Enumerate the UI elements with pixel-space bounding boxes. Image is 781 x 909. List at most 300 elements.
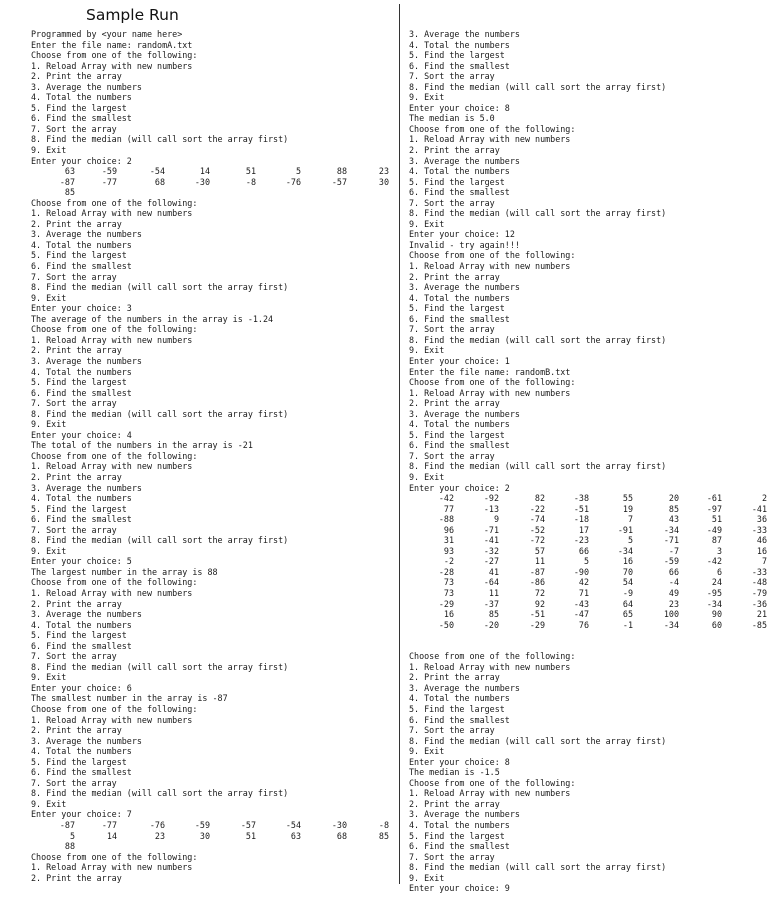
array-value: 92: [534, 598, 545, 609]
array-value: -91: [617, 524, 633, 535]
array-value: -23: [573, 535, 589, 546]
console-line: 7. Sort the array: [409, 725, 495, 736]
console-line: 9. Exit: [31, 145, 67, 156]
console-line: 3. Average the numbers: [31, 609, 142, 620]
array-value: 21: [756, 609, 767, 620]
array-value: 41: [488, 566, 499, 577]
console-line: 1. Reload Array with new numbers: [31, 60, 193, 71]
array-value: 100: [663, 609, 679, 620]
console-line: 8. Find the median (will call sort the array first): [31, 408, 289, 419]
array-value: 73: [443, 587, 454, 598]
array-value: -51: [529, 609, 545, 620]
array-value: -87: [59, 176, 75, 187]
page-title: Sample Run: [86, 6, 179, 24]
console-line: Enter your choice: 2: [409, 482, 510, 493]
console-line: 5. Find the largest: [31, 756, 127, 767]
console-line: Choose from one of the following:: [31, 704, 198, 714]
console-line: Invalid - try again!!!: [409, 239, 520, 250]
console-line: 1. Reload Array with new numbers: [31, 334, 193, 345]
array-value: 77: [443, 503, 454, 514]
console-line: The median is 5.0: [409, 113, 495, 124]
array-value: 19: [622, 503, 633, 514]
array-value: -41: [483, 535, 499, 546]
array-value: 96: [443, 524, 454, 535]
console-line: 1. Reload Array with new numbers: [31, 587, 193, 598]
console-line: The smallest number in the array is -87: [31, 693, 228, 704]
console-line: 1. Reload Array with new numbers: [409, 261, 571, 272]
console-line: Choose from one of the following:: [31, 324, 198, 335]
console-line: Enter your choice: 1: [409, 355, 510, 366]
console-line: 3. Average the numbers: [31, 735, 142, 746]
console-line: 6. Find the smallest: [31, 514, 132, 525]
array-value: 5: [627, 535, 633, 546]
array-value: -59: [194, 820, 210, 831]
console-line: 2. Print the array: [31, 725, 122, 736]
array-value: -20: [483, 619, 499, 630]
console-line: 2. Print the array: [31, 471, 122, 482]
array-value: -34: [617, 545, 633, 556]
console-line: 5. Find the largest: [409, 50, 505, 61]
array-row: [409, 556, 775, 567]
console-line: Choose from one of the following:: [409, 123, 576, 134]
console-line: Programmed by <your name here>: [31, 29, 183, 39]
array-value: -9: [622, 587, 633, 598]
console-line: Enter your choice: 8: [409, 102, 510, 113]
console-line: 5. Find the largest: [409, 830, 505, 841]
array-value: -77: [101, 176, 117, 187]
console-line: 5. Find the largest: [31, 503, 127, 514]
console-line: 5. Find the largest: [409, 704, 505, 714]
console-line: 4. Total the numbers: [31, 619, 132, 630]
console-line: [409, 641, 775, 652]
array-value: 85: [668, 503, 679, 514]
console-line: 1. Reload Array with new numbers: [409, 788, 571, 799]
array-value: 5: [69, 830, 75, 841]
array-value: -59: [101, 166, 117, 177]
array-value: 76: [578, 619, 589, 630]
array-value: -33: [751, 524, 767, 535]
array-value: 85: [378, 830, 389, 841]
console-line: 4. Total the numbers: [409, 820, 510, 831]
console-line: 6. Find the smallest: [409, 60, 510, 71]
array-value: 85: [64, 187, 75, 198]
console-line: 3. Average the numbers: [409, 809, 520, 820]
array-value: -36: [751, 598, 767, 609]
console-line: Choose from one of the following:: [409, 250, 576, 261]
console-line: 9. Exit: [31, 798, 67, 809]
array-row: [409, 514, 775, 525]
array-value: -86: [529, 577, 545, 588]
array-value: 70: [622, 566, 633, 577]
console-line: 6. Find the smallest: [409, 714, 510, 725]
array-value: 5: [583, 556, 589, 567]
console-output-right: [409, 29, 775, 894]
console-line: 7. Sort the array: [31, 777, 117, 788]
array-value: -50: [438, 619, 454, 630]
array-value: -49: [706, 524, 722, 535]
array-value: -22: [529, 503, 545, 514]
console-line: Enter the file name: randomB.txt: [409, 366, 571, 377]
array-value: 65: [622, 609, 633, 620]
array-value: 51: [245, 166, 256, 177]
array-value: 7: [761, 556, 767, 567]
console-line: Choose from one of the following:: [409, 651, 576, 662]
array-value: -34: [706, 598, 722, 609]
console-line: The total of the numbers in the array is -21: [31, 440, 253, 451]
console-line: 3. Average the numbers: [31, 482, 142, 493]
console-line: 3. Average the numbers: [409, 282, 520, 293]
console-line: Enter your choice: 4: [31, 429, 132, 440]
array-value: -71: [663, 535, 679, 546]
console-line: 9. Exit: [31, 292, 67, 303]
array-value: -54: [285, 820, 301, 831]
array-value: 6: [716, 566, 722, 577]
array-value: 68: [336, 830, 347, 841]
console-line: Enter your choice: 6: [31, 682, 132, 693]
console-line: 1. Reload Array with new numbers: [409, 387, 571, 398]
array-value: 24: [711, 577, 722, 588]
console-line: 2. Print the array: [409, 672, 500, 683]
array-value: 16: [622, 556, 633, 567]
array-row: [31, 841, 393, 852]
array-value: -72: [529, 535, 545, 546]
console-line: Choose from one of the following:: [31, 450, 198, 461]
array-value: -47: [573, 609, 589, 620]
console-line: 6. Find the smallest: [409, 440, 510, 451]
array-row: [409, 525, 775, 536]
console-line: 2. Print the array: [31, 71, 122, 82]
console-line: Enter your choice: 12: [409, 229, 515, 240]
array-value: -57: [240, 820, 256, 831]
console-line: 5. Find the largest: [31, 102, 127, 113]
array-value: 54: [622, 577, 633, 588]
console-line: 8. Find the median (will call sort the array first): [409, 334, 667, 345]
array-value: -32: [483, 545, 499, 556]
console-line: 9. Exit: [409, 218, 445, 229]
array-value: -61: [706, 493, 722, 504]
array-value: -97: [706, 503, 722, 514]
console-line: 8. Find the median (will call sort the array first): [31, 134, 289, 145]
array-value: -77: [101, 820, 117, 831]
console-line: 8. Find the median (will call sort the array first): [409, 208, 667, 219]
array-value: -71: [483, 524, 499, 535]
console-line: 8. Find the median (will call sort the array first): [31, 788, 289, 799]
console-line: 7. Sort the array: [31, 524, 117, 535]
array-value: 66: [578, 545, 589, 556]
array-value: 14: [199, 166, 210, 177]
array-row: [409, 620, 775, 631]
array-value: -27: [483, 556, 499, 567]
console-line: 4. Total the numbers: [31, 493, 132, 504]
console-line: Choose from one of the following:: [31, 577, 198, 588]
console-line: 1. Reload Array with new numbers: [409, 661, 571, 672]
array-value: 43: [668, 514, 679, 525]
console-line: 2. Print the array: [31, 345, 122, 356]
console-line: 1. Reload Array with new numbers: [31, 714, 193, 725]
array-value: -48: [751, 577, 767, 588]
array-value: -30: [331, 820, 347, 831]
console-line: Enter your choice: 3: [31, 303, 132, 314]
console-line: Enter your choice: 2: [31, 155, 132, 166]
console-line: Enter your choice: 5: [31, 556, 132, 567]
console-line: 7. Sort the array: [409, 450, 495, 461]
console-line: 8. Find the median (will call sort the array first): [31, 282, 289, 293]
console-line: 9. Exit: [409, 471, 445, 482]
array-value: 36: [756, 514, 767, 525]
console-line: 4. Total the numbers: [31, 92, 132, 103]
console-line: 9. Exit: [409, 872, 445, 883]
array-row: [31, 820, 393, 831]
array-value: 3: [716, 545, 722, 556]
console-line: 4. Total the numbers: [409, 693, 510, 704]
array-value: 63: [64, 166, 75, 177]
console-line: 6. Find the smallest: [31, 261, 132, 272]
array-value: -41: [751, 503, 767, 514]
array-value: 64: [622, 598, 633, 609]
array-value: -1: [622, 619, 633, 630]
console-line: 3. Average the numbers: [31, 355, 142, 366]
array-row: [31, 177, 393, 188]
console-line: Choose from one of the following:: [409, 777, 576, 788]
array-value: -42: [438, 493, 454, 504]
array-value: -18: [573, 514, 589, 525]
array-value: -42: [706, 556, 722, 567]
console-line: 3. Average the numbers: [409, 155, 520, 166]
console-line: 8. Find the median (will call sort the array first): [409, 461, 667, 472]
console-line: The average of the numbers in the array is -1.24: [31, 313, 274, 324]
console-line: 5. Find the largest: [409, 303, 505, 314]
console-line: 5. Find the largest: [31, 630, 127, 641]
array-value: 23: [378, 166, 389, 177]
console-line: 6. Find the smallest: [31, 640, 132, 651]
array-row: [31, 166, 393, 177]
array-row: [409, 546, 775, 557]
console-line: 4. Total the numbers: [409, 419, 510, 430]
console-output-left: [31, 29, 393, 883]
array-value: -79: [751, 587, 767, 598]
console-line: 7. Sort the array: [409, 324, 495, 335]
array-value: -29: [438, 598, 454, 609]
console-line: 2. Print the array: [409, 271, 500, 282]
array-value: -34: [663, 524, 679, 535]
console-line: 4. Total the numbers: [31, 239, 132, 250]
array-row: [31, 831, 393, 842]
console-line: Choose from one of the following:: [31, 197, 198, 208]
console-line: 6. Find the smallest: [31, 767, 132, 778]
console-line: 6. Find the smallest: [31, 387, 132, 398]
console-line: 1. Reload Array with new numbers: [31, 461, 193, 472]
console-line: 4. Total the numbers: [31, 746, 132, 757]
console-line: 8. Find the median (will call sort the array first): [31, 535, 289, 546]
array-value: 42: [578, 577, 589, 588]
console-line: 8. Find the median (will call sort the array first): [409, 735, 667, 746]
console-line: 5. Find the largest: [31, 377, 127, 388]
array-value: -29: [529, 619, 545, 630]
array-value: 31: [443, 535, 454, 546]
console-line: 7. Sort the array: [409, 197, 495, 208]
array-value: 93: [443, 545, 454, 556]
console-line: 7. Sort the array: [31, 651, 117, 662]
console-line: Choose from one of the following:: [31, 50, 198, 61]
console-line: 4. Total the numbers: [409, 292, 510, 303]
array-row: [409, 630, 775, 641]
console-line: 1. Reload Array with new numbers: [409, 134, 571, 145]
console-line: 4. Total the numbers: [409, 39, 510, 50]
array-value: -43: [573, 598, 589, 609]
array-row: [409, 588, 775, 599]
console-line: 2. Print the array: [409, 398, 500, 409]
array-value: 82: [534, 493, 545, 504]
array-value: -90: [573, 566, 589, 577]
array-value: -8: [245, 176, 256, 187]
column-divider: [399, 4, 400, 884]
console-line: 6. Find the smallest: [409, 313, 510, 324]
console-line: 9. Exit: [409, 92, 445, 103]
array-value: -2: [443, 556, 454, 567]
array-value: -52: [529, 524, 545, 535]
console-line: 3. Average the numbers: [31, 229, 142, 240]
array-row: [31, 187, 393, 198]
console-line: 4. Total the numbers: [409, 166, 510, 177]
console-line: 2. Print the array: [409, 798, 500, 809]
console-line: 2. Print the array: [31, 218, 122, 229]
array-value: 23: [668, 598, 679, 609]
console-line: Enter your choice: 8: [409, 756, 510, 767]
array-value: 57: [534, 545, 545, 556]
array-value: 66: [668, 566, 679, 577]
console-line: Enter the file name: randomA.txt: [31, 39, 193, 50]
array-row: [409, 535, 775, 546]
console-line: 4. Total the numbers: [31, 366, 132, 377]
array-value: 23: [154, 830, 165, 841]
array-value: 63: [290, 830, 301, 841]
console-line: Choose from one of the following:: [409, 377, 576, 388]
console-line: The median is -1.5: [409, 767, 500, 778]
array-value: -4: [668, 577, 679, 588]
console-line: Choose from one of the following:: [31, 851, 198, 862]
console-line: 8. Find the median (will call sort the array first): [409, 81, 667, 92]
array-value: -13: [483, 503, 499, 514]
array-value: -28: [438, 566, 454, 577]
array-value: 55: [622, 493, 633, 504]
array-value: 16: [756, 545, 767, 556]
console-line: 3. Average the numbers: [409, 682, 520, 693]
array-value: 20: [668, 493, 679, 504]
array-value: 14: [106, 830, 117, 841]
array-value: 51: [245, 830, 256, 841]
console-line: 9. Exit: [409, 746, 445, 757]
array-row: [409, 577, 775, 588]
array-value: 88: [336, 166, 347, 177]
array-value: 49: [668, 587, 679, 598]
array-value: -7: [668, 545, 679, 556]
console-line: 9. Exit: [409, 345, 445, 356]
array-value: -57: [331, 176, 347, 187]
console-line: Enter your choice: 9: [409, 883, 510, 894]
array-value: -87: [59, 820, 75, 831]
array-row: [409, 609, 775, 620]
array-value: 73: [443, 577, 454, 588]
array-row: [409, 493, 775, 504]
array-value: 51: [711, 514, 722, 525]
array-value: -76: [285, 176, 301, 187]
array-value: 16: [443, 609, 454, 620]
array-value: 30: [378, 176, 389, 187]
array-value: -59: [663, 556, 679, 567]
console-line: 7. Sort the array: [409, 851, 495, 862]
console-line: 9. Exit: [31, 672, 67, 683]
console-line: 8. Find the median (will call sort the array first): [409, 862, 667, 873]
array-value: -51: [573, 503, 589, 514]
console-line: 7. Sort the array: [409, 71, 495, 82]
console-line: 3. Average the numbers: [409, 29, 520, 39]
console-line: 5. Find the largest: [409, 176, 505, 187]
array-value: -87: [529, 566, 545, 577]
console-line: 6. Find the smallest: [31, 113, 132, 124]
array-value: 85: [488, 609, 499, 620]
array-value: 30: [199, 830, 210, 841]
array-value: -38: [573, 493, 589, 504]
array-value: 72: [534, 587, 545, 598]
array-value: 7: [627, 514, 633, 525]
console-line: 8. Find the median (will call sort the array first): [31, 661, 289, 672]
array-value: -33: [751, 566, 767, 577]
array-value: 11: [488, 587, 499, 598]
console-line: 1. Reload Array with new numbers: [31, 208, 193, 219]
array-row: [409, 504, 775, 515]
array-value: 2: [761, 493, 767, 504]
console-line: 5. Find the largest: [409, 429, 505, 440]
array-value: 87: [711, 535, 722, 546]
array-value: -92: [483, 493, 499, 504]
array-value: 68: [154, 176, 165, 187]
array-value: -54: [149, 166, 165, 177]
console-line: 3. Average the numbers: [409, 408, 520, 419]
array-value: 46: [756, 535, 767, 546]
console-line: 2. Print the array: [409, 145, 500, 156]
array-value: -8: [378, 820, 389, 831]
array-row: [409, 567, 775, 578]
console-line: 6. Find the smallest: [409, 841, 510, 852]
console-line: 7. Sort the array: [31, 398, 117, 409]
console-line: 9. Exit: [31, 545, 67, 556]
console-line: The largest number in the array is 88: [31, 566, 218, 577]
console-line: Enter your choice: 7: [31, 809, 132, 820]
console-line: 7. Sort the array: [31, 123, 117, 134]
console-line: 2. Print the array: [31, 598, 122, 609]
array-value: 11: [534, 556, 545, 567]
array-value: 90: [711, 609, 722, 620]
array-value: -37: [483, 598, 499, 609]
array-value: -34: [663, 619, 679, 630]
array-value: 9: [493, 514, 499, 525]
console-line: 5. Find the largest: [31, 250, 127, 261]
array-value: 71: [578, 587, 589, 598]
array-value: 88: [64, 841, 75, 852]
array-value: -76: [149, 820, 165, 831]
array-value: -95: [706, 587, 722, 598]
array-value: -64: [483, 577, 499, 588]
array-value: -74: [529, 514, 545, 525]
console-line: 1. Reload Array with new numbers: [31, 862, 193, 873]
console-line: 9. Exit: [31, 419, 67, 430]
console-line: 7. Sort the array: [31, 271, 117, 282]
console-line: 2. Print the array: [31, 872, 122, 883]
array-value: -30: [194, 176, 210, 187]
array-value: 17: [578, 524, 589, 535]
array-row: [409, 599, 775, 610]
array-value: -85: [751, 619, 767, 630]
